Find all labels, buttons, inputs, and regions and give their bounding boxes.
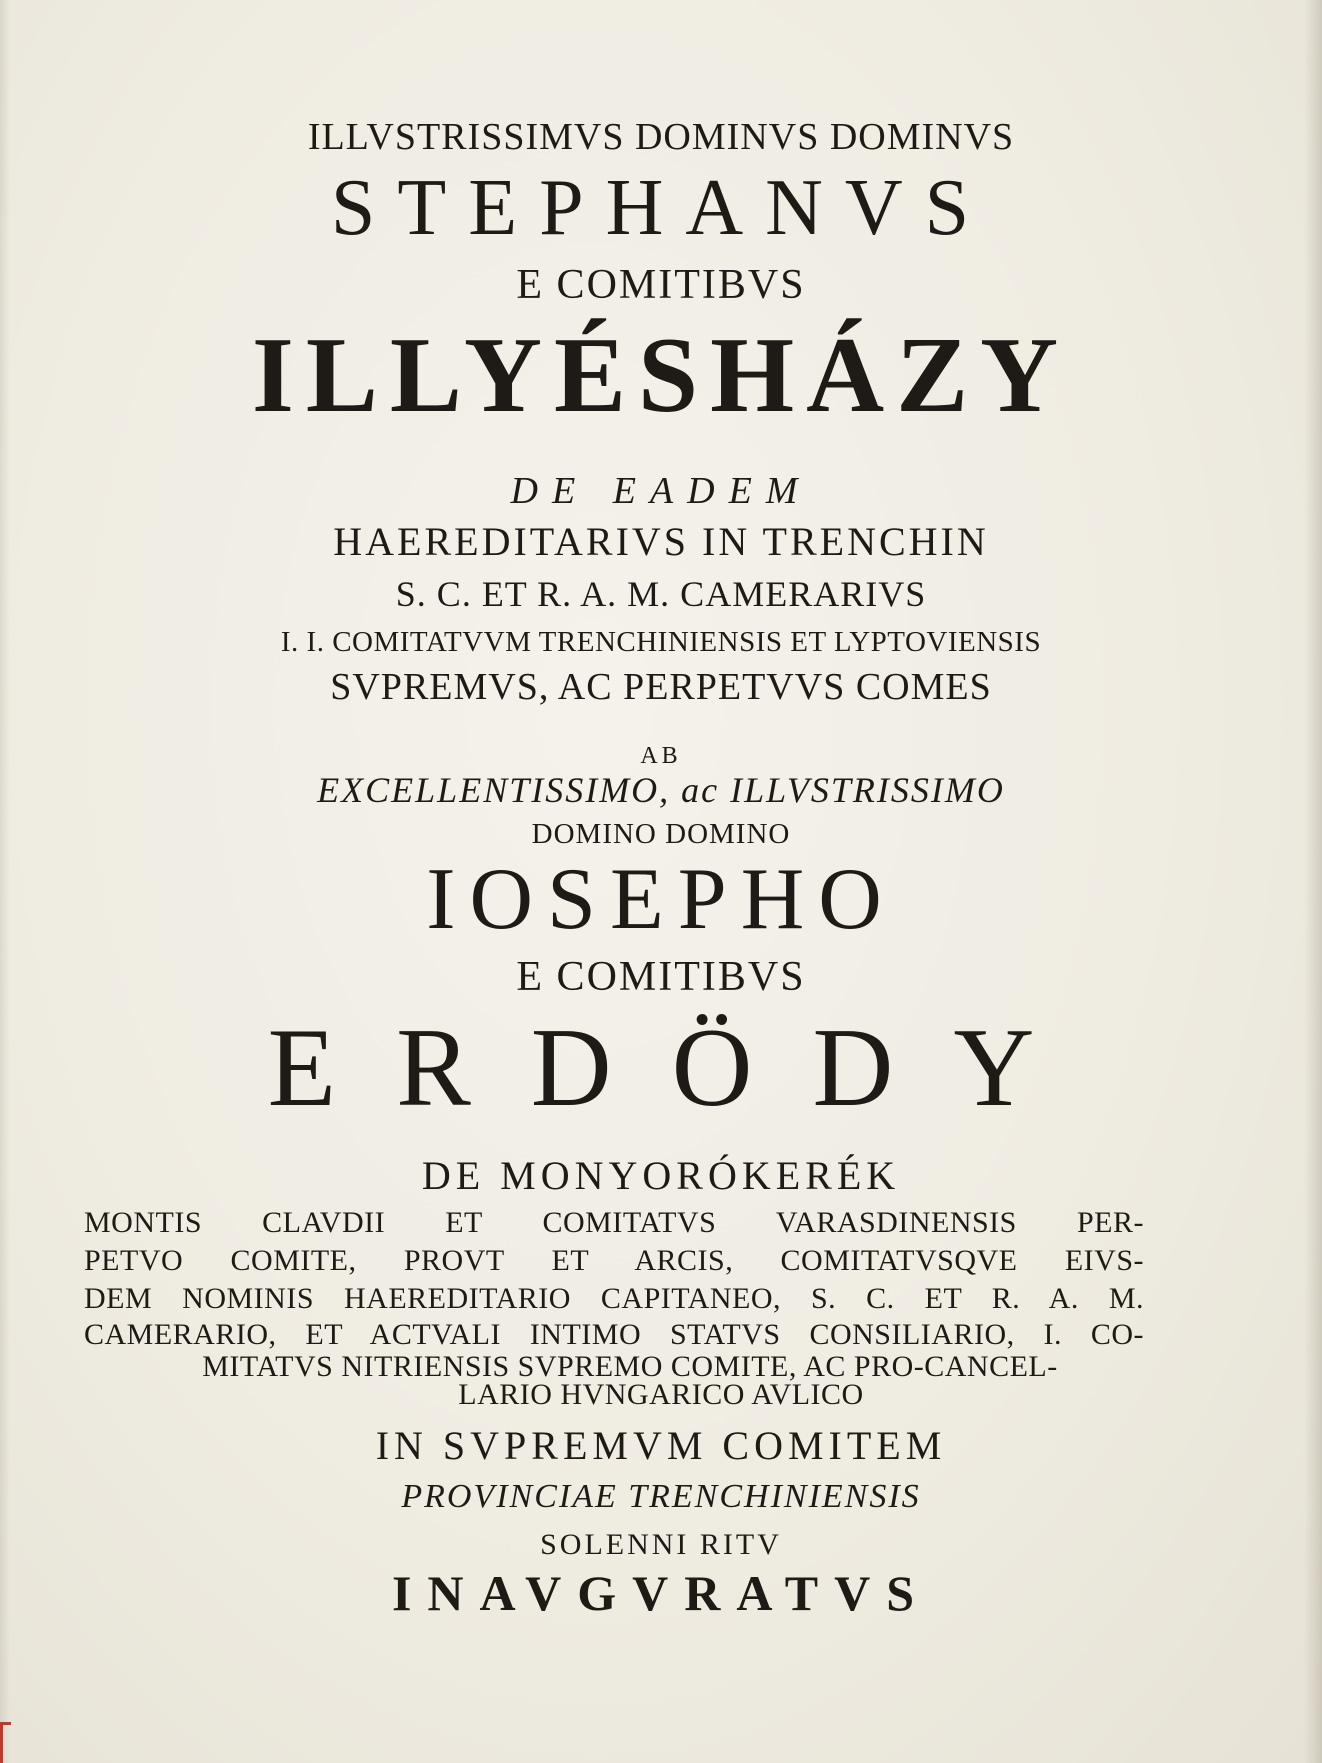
de-monyorokerek: DE MONYORÓKERÉK <box>421 1153 901 1198</box>
paragraph-line-4: CAMERARIO, ET ACTVALI INTIMO STATVS CONSILIARIO, I. CO- <box>84 1318 1144 1351</box>
e-comitibus-1: E COMITIBVS <box>516 262 806 308</box>
heading-illustrissimus: ILLVSTRISSIMVS DOMINVS DOMINVS <box>307 116 1015 158</box>
name-illyeshazy: ILLYÉSHÁZY <box>251 316 1071 435</box>
supremus-line: SVPREMVS, AC PERPETVVS COMES <box>330 666 992 708</box>
comitatuum-line: I. I. COMITATVVM TRENCHINIENSIS ET LYPTOVIENSIS <box>280 626 1042 658</box>
in-supremum-comitem: IN SVPREMVM COMITEM <box>375 1423 947 1468</box>
de-eadem: DE EADEM <box>510 470 812 512</box>
inauguratus: INAVGVRATVS <box>391 1565 931 1621</box>
domino-domino-line: DOMINO DOMINO <box>531 818 791 850</box>
name-iosepho: IOSEPHO <box>426 851 896 948</box>
e-comitibus-2: E COMITIBVS <box>516 954 806 1000</box>
paragraph-line-3: DEM NOMINIS HAEREDITARIO CAPITANEO, S. C. ET R. A. M. <box>84 1282 1144 1315</box>
paragraph-line-1: MONTIS CLAVDII ET COMITATVS VARASDINENSIS PER- <box>84 1206 1144 1239</box>
ab-line: AB <box>640 743 682 769</box>
name-stephanus: STEPHANVS <box>330 164 992 252</box>
camerarius-line: S. C. ET R. A. M. CAMERARIVS <box>395 574 927 614</box>
name-erdody: ERDÖDY <box>267 1006 1095 1130</box>
paragraph-line-5: MITATVS NITRIENSIS SVPREMO COMITE, AC PRO-CANCEL- <box>202 1350 1058 1383</box>
haereditarius-line: HAEREDITARIVS IN TRENCHIN <box>333 519 989 564</box>
paragraph-line-2: PETVO COMITE, PROVT ET ARCIS, COMITATVSQVE EIVS- <box>84 1244 1144 1277</box>
solenni-ritu: SOLENNI RITV <box>540 1528 782 1561</box>
excellentissimo-line: EXCELLENTISSIMO, ac ILLVSTRISSIMO <box>317 770 1005 810</box>
paragraph-line-6: LARIO HVNGARICO AVLICO <box>458 1378 864 1411</box>
corner-color-mark <box>0 1722 11 1763</box>
provinciae-trenchiniensis: PROVINCIAE TRENCHINIENSIS <box>401 1478 921 1515</box>
